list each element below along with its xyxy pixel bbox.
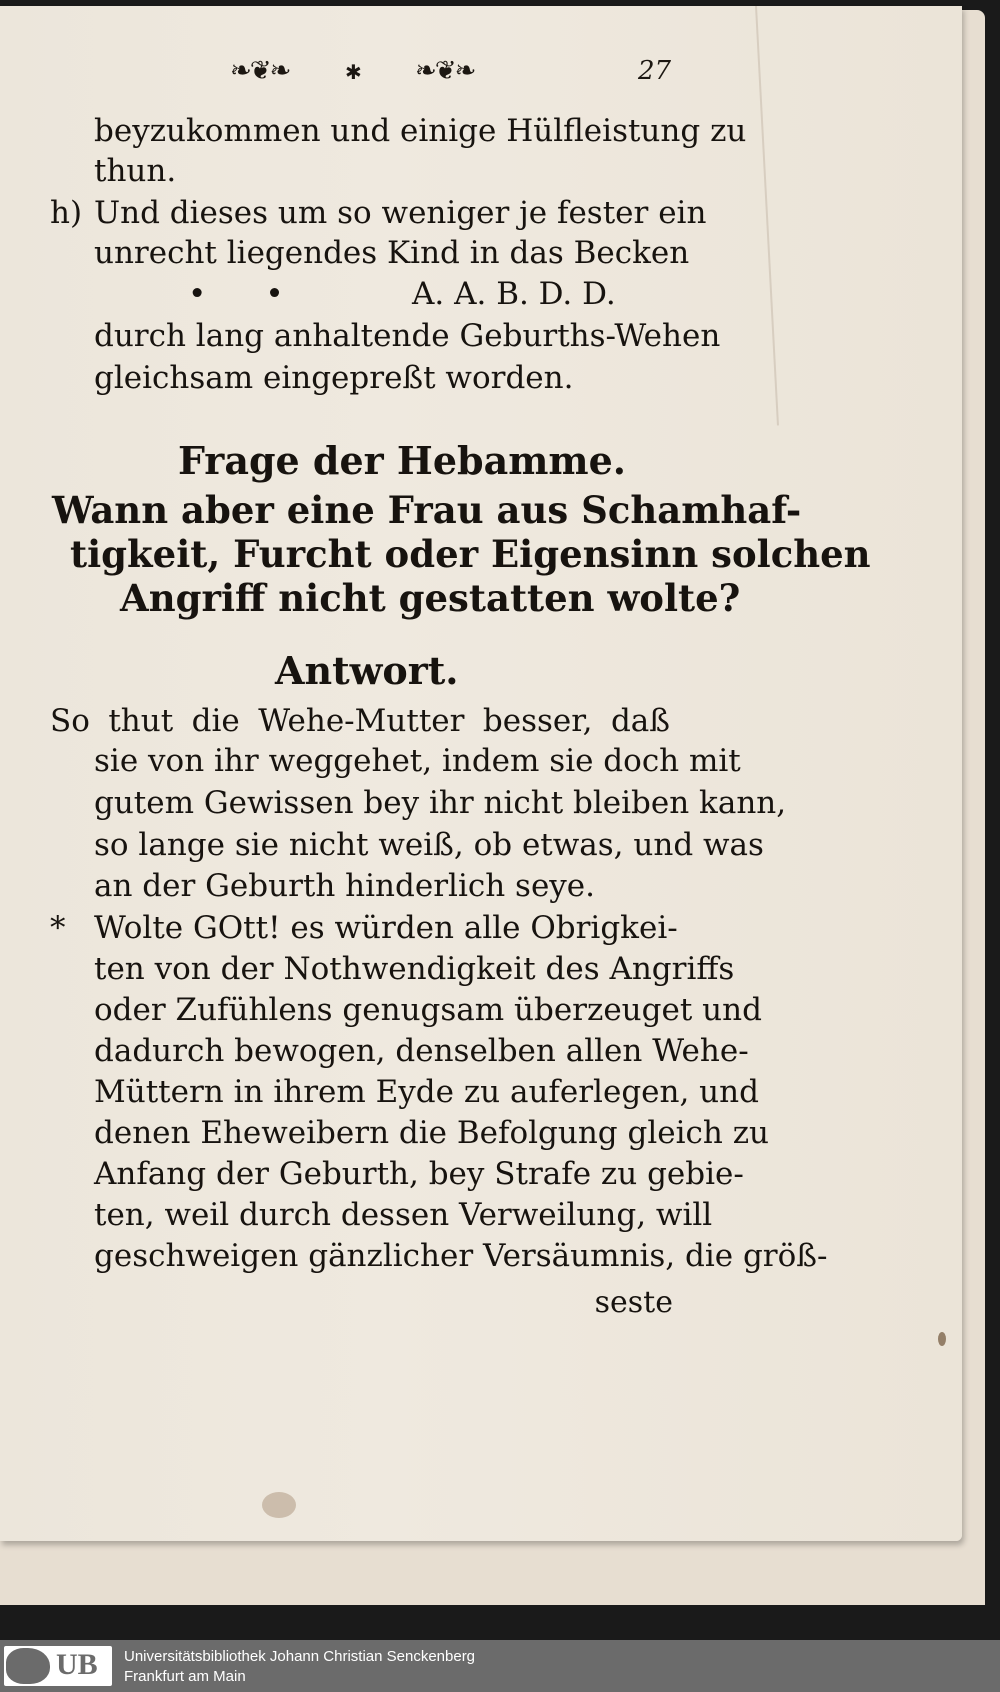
text-line: Anfang der Geburth, bey Strafe zu gebie-	[94, 1156, 744, 1192]
portrait-icon	[6, 1648, 50, 1684]
section-heading: Antwort.	[275, 648, 459, 693]
list-label: h)	[50, 195, 83, 231]
text-line: So thut die Wehe-Mutter besser, daß	[50, 703, 670, 739]
footnote-mark: *	[50, 910, 66, 946]
text-line: sie von ihr weggehet, indem sie doch mit	[94, 743, 741, 779]
question-line: Wann aber eine Frau aus Schamhaf-	[52, 488, 802, 532]
text-line: Und dieses um so weniger je fester ein	[94, 195, 707, 231]
ornament-left: ❧❦❧	[230, 56, 290, 86]
omission-dots: • •	[188, 276, 284, 312]
ornament-right: ❧❦❧	[415, 56, 475, 86]
question-line: tigkeit, Furcht oder Eigensinn solchen	[70, 532, 871, 576]
text-line: oder Zufühlens genugsam überzeuget und	[94, 992, 762, 1028]
page-number: 27	[638, 56, 672, 86]
logo-text: UB	[56, 1648, 98, 1681]
text-line: dadurch bewogen, denselben allen Wehe-	[94, 1033, 749, 1069]
text-line: an der Geburth hinderlich seye.	[94, 868, 596, 904]
footer-institution: Universitätsbibliothek Johann Christian Senckenberg	[124, 1648, 476, 1665]
text-line: unrecht liegendes Kind in das Becken	[94, 235, 690, 271]
ornament-center: ✱	[345, 60, 360, 84]
library-logo	[4, 1646, 112, 1686]
header-ornaments	[225, 56, 485, 90]
text-line: beyzukommen und einige Hülfleistung zu	[94, 113, 747, 149]
text-line: so lange sie nicht weiß, ob etwas, und was	[94, 827, 764, 863]
footer-location: Frankfurt am Main	[124, 1668, 246, 1685]
section-heading: Frage der Hebamme.	[178, 438, 627, 483]
paper-stain	[938, 1332, 946, 1346]
text-line: ten, weil durch dessen Verweilung, will	[94, 1197, 713, 1233]
text-line: gutem Gewissen bey ihr nicht bleiben kann,	[94, 785, 787, 821]
text-line: gleichsam eingepreßt worden.	[94, 360, 574, 396]
text-line: durch lang anhaltende Geburths-Wehen	[94, 318, 721, 354]
text-line: Müttern in ihrem Eyde zu auferlegen, und	[94, 1074, 759, 1110]
text-line: thun.	[94, 153, 177, 189]
text-line: Wolte GOtt! es würden alle Obrigkei-	[94, 910, 678, 946]
question-line: Angriff nicht gestatten wolte?	[120, 576, 741, 620]
text-line: ten von der Nothwendigkeit des Angriffs	[94, 951, 735, 987]
text-line: geschweigen gänzlicher Versäumnis, die größ-	[94, 1238, 828, 1274]
text-line: denen Eheweibern die Befolgung gleich zu	[94, 1115, 769, 1151]
paper-stain	[262, 1492, 296, 1518]
catchword: seste	[594, 1285, 673, 1320]
text-line-abbrev: A. A. B. D. D.	[412, 276, 616, 312]
library-footer	[0, 1640, 1000, 1692]
